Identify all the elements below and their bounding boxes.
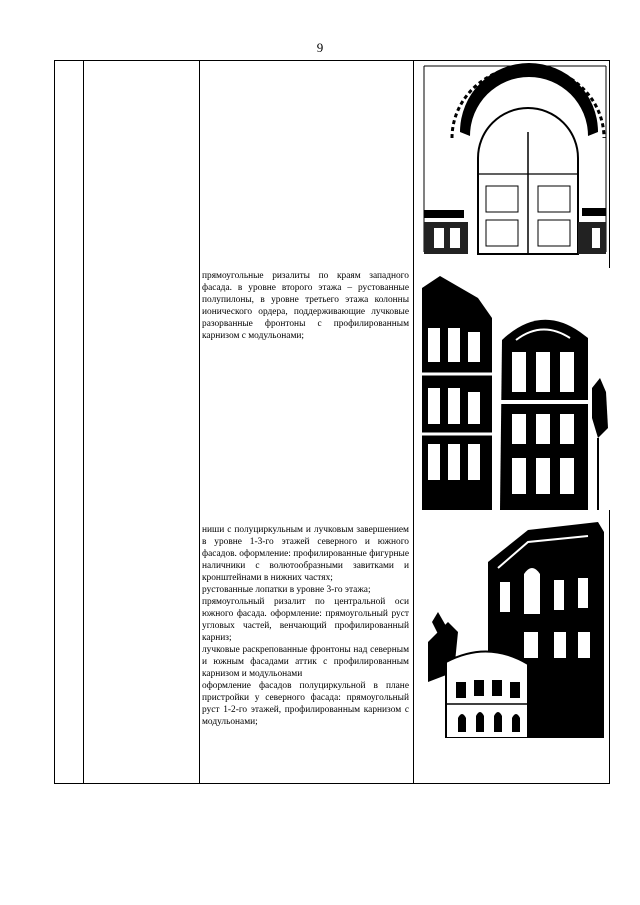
column-divider xyxy=(413,61,414,783)
building-facade-photo xyxy=(420,268,610,510)
arched-gate-photo xyxy=(422,62,608,255)
page-number: 9 xyxy=(316,40,324,55)
column-divider xyxy=(83,61,84,783)
building-corner-photo xyxy=(428,522,606,738)
column-divider xyxy=(199,61,200,783)
row-description: ниши с полуциркульным и лучковым завершением в уровне 1-3-го этажей северного и южного фасадов. оформление: профилированные фигурные наличники с волютообразными завитками и кронштейнами в нижних частях; рустованные лопатки в уровне 3-го этажа; прямоугольный ризалит по центральной оси южного фасада. оформление: прямоугольный руст угловых частей, венчающий профилированный карниз; лучковые раскрепованные фронтоны над северным и южным фасадами аттик с профилированным карнизом и модульонами оформление фасадов полуциркульной в плане пристройки у северного фасада: прямоугольный руст 1-2-го этажей, профилированным карнизом с модульонами; xyxy=(202,525,409,727)
row-description: прямоугольные ризалиты по краям западного фасада. в уровне второго этажа – рустованные полупилоны, в уровне третьего этажа колонны ионического ордера, поддерживающие лучковые разорванные фронтоны с профилированным карнизом с модульонами; xyxy=(202,271,409,341)
